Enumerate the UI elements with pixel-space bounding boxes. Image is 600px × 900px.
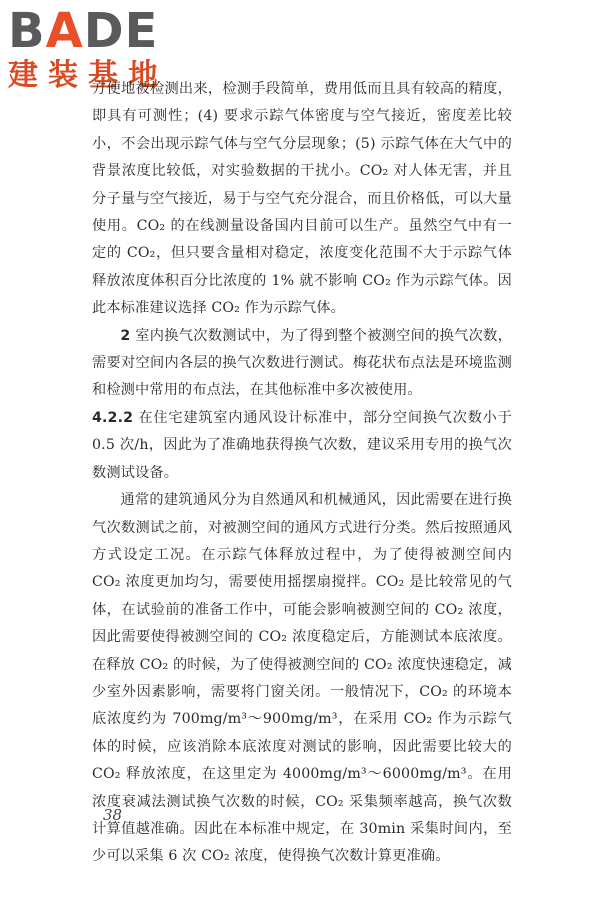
paragraph-text: 在住宅建筑室内通风设计标准中，部分空间换气次数小于 0.5 次/h，因此为了准确地获得换气次数，建议采用专用的换气次数测试设备。 — [92, 409, 512, 481]
paragraph-ventilation — [92, 487, 512, 871]
logo-subtitle: 建装基地 — [8, 58, 168, 93]
item-number: 2 — [120, 327, 131, 344]
page-number: 38 — [103, 806, 123, 824]
logo-letter-a: A — [45, 3, 84, 59]
logo-wordmark — [8, 3, 183, 59]
paragraph-continuation — [92, 76, 512, 323]
section-number: 4.2.2 — [92, 409, 134, 426]
paragraph-section-4-2-2 — [92, 405, 512, 487]
logo-letter-b: B — [8, 3, 46, 59]
paragraph-item-2 — [92, 323, 512, 405]
paragraph-text: 室内换气次数测试中，为了得到整个被测空间的换气次数，需要对空间内各层的换气次数进行测试。梅花状布点法是环境监测和检测中常用的布点法，在其他标准中多次被使用。 — [92, 327, 512, 399]
document-body — [92, 76, 512, 871]
paragraph-text: 通常的建筑通风分为自然通风和机械通风，因此需要在进行换气次数测试之前，对被测空间的通风方式进行分类。然后按照通风方式设定工况。在示踪气体释放过程中，为了使得被测空间内 CO₂ 浓度更加均匀，需要使用摇摆扇搅拌。CO₂ 是比较常见的气体，在试验前的准备工作中，可能会影响被测空间的 CO₂ 浓度，因此需要使得被测空间的 CO₂ 浓度稳定后，方能测试本底浓度。在释放 CO₂ 的时候，为了使得被测空间的 CO₂ 浓度快速稳定，减少室外因素影响，需要将门窗关闭。一般情况下，CO₂ 的环境本底浓度约为 700mg/m³～900mg/m³，在采用 CO₂ 作为示踪气体的时候，应该消除本底浓度对测试的影响，因此需要比较大的 CO₂ 释放浓度，在这里定为 4000mg/m³～6000mg/m³。在用浓度衰减法测试换气次数的时候，CO₂ 采集频率越高，换气次数计算值越准确。因此在本标准中规定，在 30min 采集时间内，至少可以采集 6 次 CO₂ 浓度，使得换气次数计算更准确。 — [92, 492, 512, 865]
paragraph-text: 方便地被检测出来，检测手段简单，费用低而且具有较高的精度，即具有可测性；(4) 要求示踪气体密度与空气接近，密度差比较小，不会出现示踪气体与空气分层现象；(5) 示踪气体在大气中的背景浓度比较低，对实验数据的干扰小。CO₂ 对人体无害，并且分子量与空气接近，易于与空气充分混合，而且价格低，可以大量使用。CO₂ 的在线测量设备国内目前可以生产。虽然空气中有一定的 CO₂，但只要含量相对稳定，浓度变化范围不大于示踪气体释放浓度体积百分比浓度的 1% 就不影响 CO₂ 作为示踪气体。因此本标准建议选择 CO₂ 作为示踪气体。 — [92, 81, 512, 317]
logo-letters-de: DE — [83, 3, 159, 59]
